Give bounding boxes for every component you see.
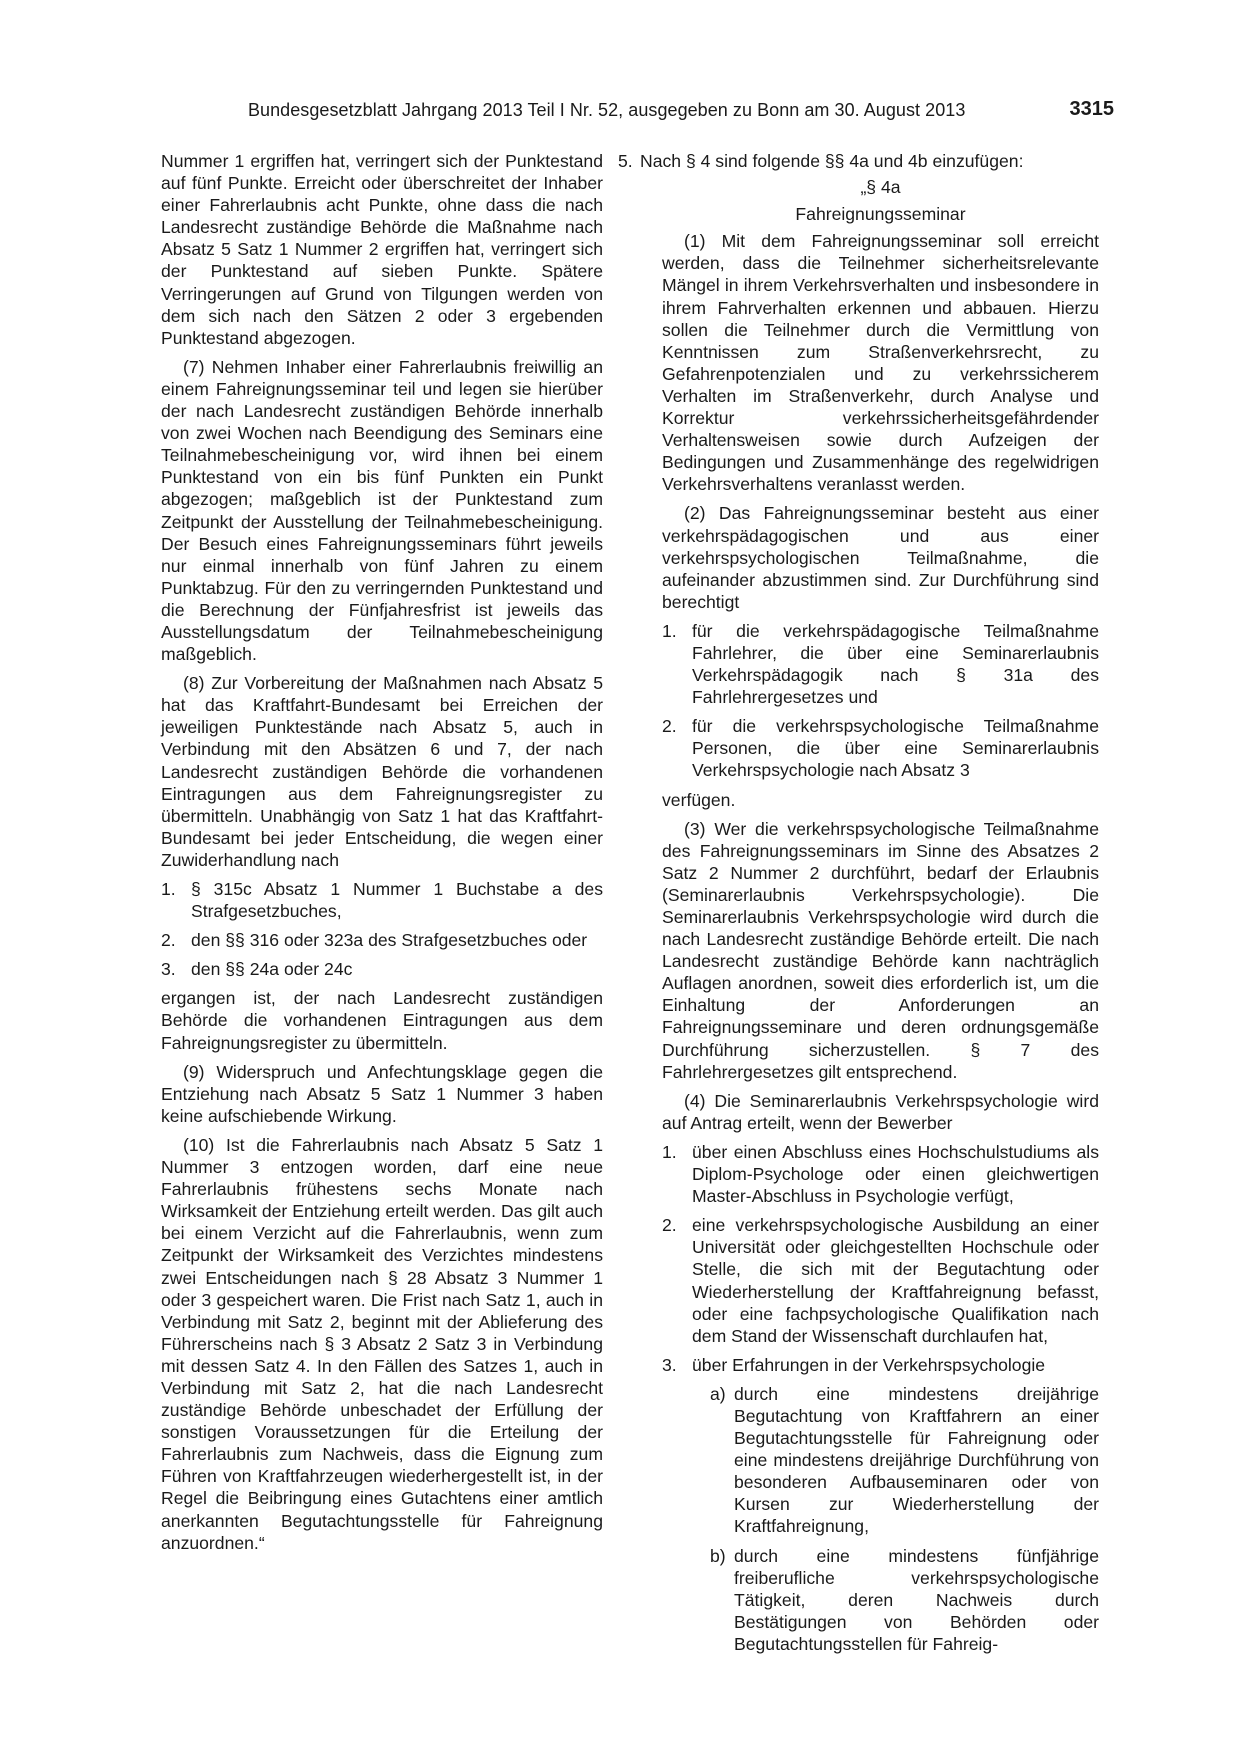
list-item: 2. eine verkehrspsychologische Ausbildung an einer Universität oder gleichgestellten Hochschule oder Stelle, die sich mit der Begutachtung oder Wiederherstellung der Kraftfahreignung befasst, oder eine fachpsychologische Qualifikation nach dem Stand der Wissenschaft durchlaufen hat, <box>662 1215 1099 1346</box>
list-item: 3. über Erfahrungen in der Verkehrspsychologie <box>662 1354 1046 1375</box>
paragraph-8: (8) Zur Vorbereitung der Maßnahmen nach Absatz 5 hat das Kraftfahrt-Bundesamt bei Erreichen der jeweiligen Punktestände nach Absatz 5, auch in Verbindung mit den Absätzen 6 und 7, der nach Landesrecht zuständigen Behörde die vorhandenen Eintragungen aus dem Fahreignungsregister zu übermitteln. Unabhängig von Satz 1 hat das Kraftfahrt-Bundesamt bei jeder Entscheidung, die wegen einer Zuwiderhandlung nach <box>161 673 603 870</box>
right-column <box>618 150 1099 1662</box>
left-column <box>161 150 603 1561</box>
list-item: 2. den §§ 316 oder 323a des Strafgesetzbuches oder <box>161 930 588 951</box>
list-item: 3. den §§ 24a oder 24c <box>161 959 353 980</box>
section-title: Fahreignungsseminar <box>795 204 966 225</box>
list-item: 1. für die verkehrspädagogische Teilmaßnahme Fahrlehrer, die über eine Seminarerlaubnis Verkehrspädagogik nach § 31a des Fahrlehrergesetzes und <box>662 620 1099 708</box>
amendment-item: 5. Nach § 4 sind folgende §§ 4a und 4b einzufügen: <box>618 151 1024 171</box>
paragraph: Nummer 1 ergriffen hat, verringert sich der Punktestand auf fünf Punkte. Erreicht oder überschreitet der Inhaber einer Fahrerlaubnis acht Punkte, ohne dass die nach Landesrecht zuständige Behörde die Maßnahme nach Absatz 5 Satz 1 Nummer 2 ergriffen hat, verringert sich der Punktestand auf sieben Punkte. Spätere Verringerungen auf Grund von Tilgungen werden von dem sich nach den Sätzen 2 oder 3 ergebenden Punktestand abgezogen. <box>161 151 603 348</box>
paragraph-9: (9) Widerspruch und Anfechtungsklage gegen die Entziehung nach Absatz 5 Satz 1 Nummer 3 haben keine aufschiebende Wirkung. <box>161 1061 603 1126</box>
paragraph: verfügen. <box>662 789 736 810</box>
running-header: Bundesgesetzblatt Jahrgang 2013 Teil I Nr. 52, ausgegeben zu Bonn am 30. August 2013 <box>248 100 966 120</box>
list-item: 1. über einen Abschluss eines Hochschulstudiums als Diplom-Psychologe oder einen gleichwertigen Master-Abschluss in Psychologie verfügt, <box>662 1141 1099 1207</box>
paragraph-10: (10) Ist die Fahrerlaubnis nach Absatz 5 Satz 1 Nummer 3 entzogen worden, darf eine neue Fahrerlaubnis frühestens sechs Monate nach Wirksamkeit der Entziehung erteilt werden. Das gilt auch bei einem Verzicht auf die Fahrerlaubnis, wenn zum Zeitpunkt der Wirksamkeit des Verzichtes mindestens zwei Entscheidungen nach § 28 Absatz 3 Nummer 1 oder 3 gespeichert waren. Die Frist nach Satz 1, auch in Verbindung mit Satz 2, beginnt mit der Ablieferung des Führerscheins nach § 3 Absatz 2 Satz 3 in Verbindung mit dessen Satz 4. In den Fällen des Satzes 1, auch in Verbindung mit Satz 2, hat die nach Landesrecht zuständige Behörde unbeschadet der Erfüllung der sonstigen Voraussetzungen für die Erteilung der Fahrerlaubnis zum Nachweis, dass die Eignung zum Führen von Kraftfahrzeugen wiederhergestellt ist, in der Regel die Beibringung eines Gutachtens einer amtlich anerkannten Begutachtungsstelle für Fahreignung anzuordnen.“ <box>161 1134 603 1553</box>
sub-list-item: a) durch eine mindestens dreijährige Begutachtung von Kraftfahrern an einer Begutachtungsstelle für Fahreignung oder eine mindestens dreijährige Durchführung von besonderen Aufbauseminaren oder von Kursen zur Wiederherstellung der Kraftfahreignung, <box>710 1383 1099 1537</box>
paragraph: ergangen ist, der nach Landesrecht zuständigen Behörde die vorhandenen Eintragungen aus dem Fahreignungsregister zu übermitteln. <box>161 988 603 1053</box>
page-number: 3315 <box>1069 98 1114 120</box>
list-item: 1. § 315c Absatz 1 Nummer 1 Buchstabe a des Strafgesetzbuches, <box>161 879 603 922</box>
paragraph-7: (7) Nehmen Inhaber einer Fahrerlaubnis freiwillig an einem Fahreignungsseminar teil und legen sie hierüber der nach Landesrecht zuständigen Behörde innerhalb von zwei Wochen nach Beendigung des Seminars eine Teilnahmebescheinigung vor, wird ihnen bei einem Punktestand von ein bis fünf Punkten ein Punkt abgezogen; maßgeblich ist der Punktestand zum Zeitpunkt der Ausstellung der Teilnahmebescheinigung. Der Besuch eines Fahreignungsseminars führt jeweils nur einmal innerhalb von fünf Jahren zu einem Punktabzug. Für den zu verringernden Punktestand und die Berechnung der Fünfjahresfrist ist jeweils das Ausstellungsdatum der Teilnahmebescheinigung maßgeblich. <box>161 356 603 665</box>
paragraph-3: (3) Wer die verkehrspsychologische Teilmaßnahme des Fahreignungsseminars im Sinne des Absatzes 2 Satz 2 Nummer 2 durchführt, bedarf der Erlaubnis (Seminarerlaubnis Verkehrspsychologie). Die Seminarerlaubnis Verkehrspsychologie wird durch die nach Landesrecht zuständige Behörde erteilt. Die nach Landesrecht zuständige Behörde kann nachträglich Auflagen anordnen, soweit dies erforderlich ist, um die Einhaltung der Anforderungen an Fahreignungsseminare und deren ordnungsgemäße Durchführung sicherzustellen. § 7 des Fahrlehrergesetzes gilt entsprechend. <box>662 818 1099 1082</box>
paragraph-1: (1) Mit dem Fahreignungsseminar soll erreicht werden, dass die Teilnehmer sicherheitsrelevante Mängel in ihrem Verkehrsverhalten und insbesondere in ihrem Fahrverhalten erkennen und abbauen. Hierzu sollen die Teilnehmer durch die Vermittlung von Kenntnissen zum Straßenverkehrsrecht, zu Gefahrenpotenzialen und zu verkehrssicherem Verhalten im Straßenverkehr, durch Analyse und Korrektur verkehrssicherheitsgefährdender Verhaltensweisen sowie durch Aufzeigen der Bedingungen und Zusammenhänge des regelwidrigen Verkehrsverhaltens veranlasst werden. <box>662 231 1099 495</box>
page-header <box>248 100 1114 130</box>
paragraph-2: (2) Das Fahreignungsseminar besteht aus einer verkehrspädagogischen und aus einer verkehrspsychologischen Teilmaßnahme, die aufeinander abzustimmen sind. Zur Durchführung sind berechtigt <box>662 503 1099 612</box>
section-heading: „§ 4a <box>860 177 901 198</box>
list-item: 2. für die verkehrspsychologische Teilmaßnahme Personen, die über eine Seminarerlaubnis Verkehrspsychologie nach Absatz 3 <box>662 716 1099 781</box>
amendment-body <box>640 176 1099 1655</box>
paragraph-4: (4) Die Seminarerlaubnis Verkehrspsychologie wird auf Antrag erteilt, wenn der Bewerber <box>662 1090 1099 1133</box>
sub-list-item: b) durch eine mindestens fünfjährige freiberufliche verkehrspsychologische Tätigkeit, deren Nachweis durch Bestätigungen von Behörden oder Begutachtungsstellen für Fahreig- <box>710 1545 1099 1654</box>
